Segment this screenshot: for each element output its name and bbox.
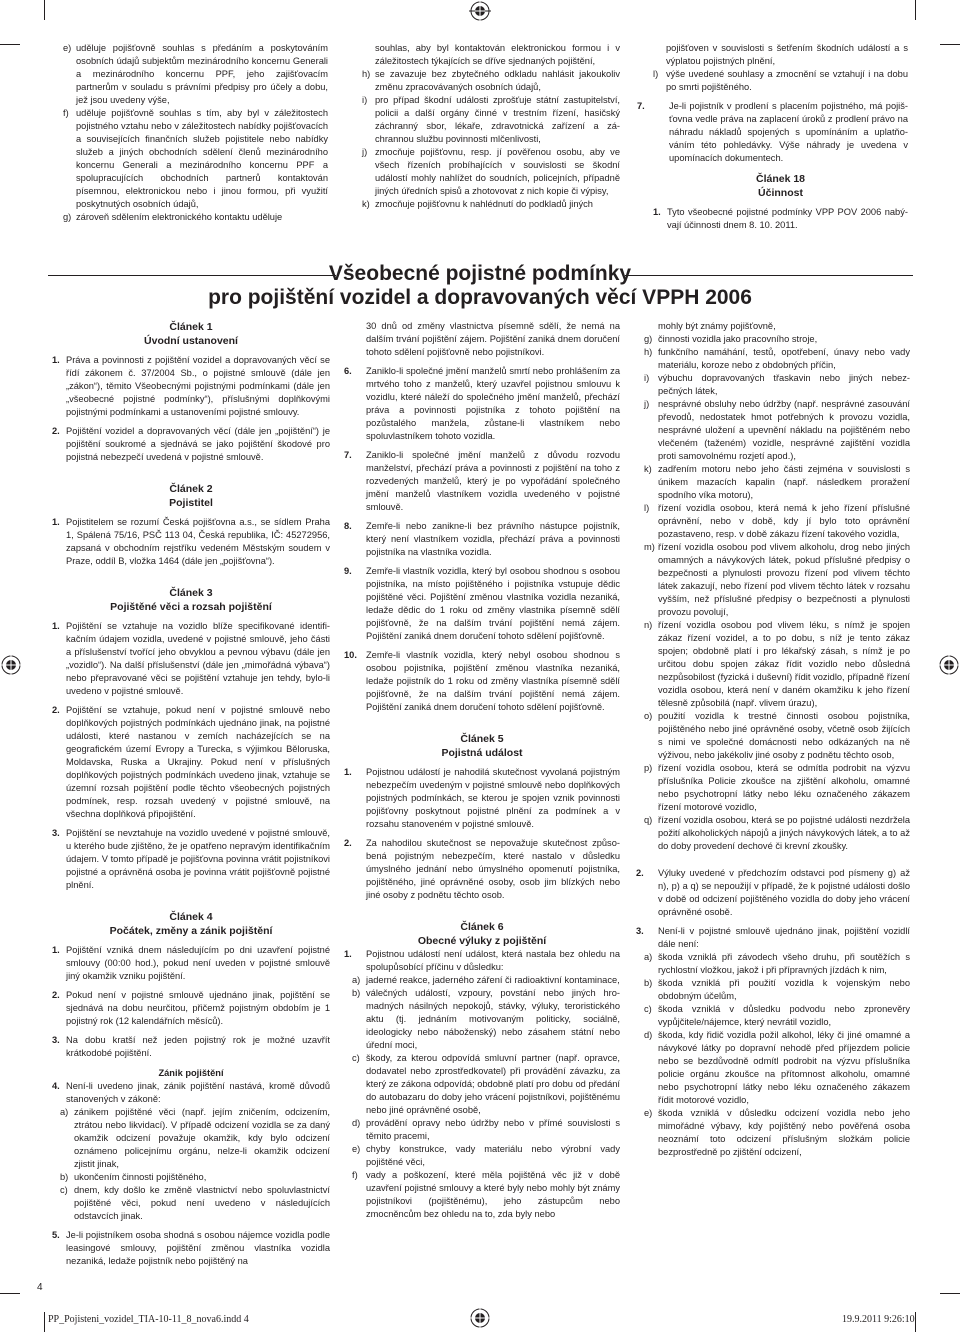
list-item bbox=[52, 827, 330, 892]
crop-mark bbox=[0, 44, 20, 45]
item-text: válečných událostí, vzpoury, povstání nebo jiných hromadných násilných nepokojů, stávky, výluky, teroristického aktu (tj. jednáním motivovaným politicky, sociálně, ideologicky nebo náboženský) nebo zásahem státní nebo úřední moci, bbox=[366, 988, 620, 1050]
item-label: 1. bbox=[344, 767, 352, 777]
item-number: 7. bbox=[637, 101, 645, 111]
crop-mark bbox=[940, 44, 960, 45]
item-text: škoda, kdy řidič vozidla požil alkohol, léky či jiné omamné a návykové látky po dopravní nehodě před příjezdem policie nebo se bezdůvodně odmítl podrobit na výzvu příslušníka policie orgánu zkoušce na přítomnost alkoholu, omamné nebo psychotropní látky nebo léku označeného zákazem řídit motorové vozidlo, bbox=[658, 1030, 910, 1105]
article-3-subheading: Pojištěné věci a rozsah pojištění bbox=[110, 601, 272, 613]
list-item bbox=[344, 449, 620, 514]
crop-mark bbox=[44, 1312, 45, 1332]
item-label: c) bbox=[60, 1185, 68, 1195]
article-5-heading: Článek 5 bbox=[460, 733, 504, 745]
sub-item bbox=[636, 762, 910, 814]
item-text: Pojištění vzniká dnem následujícím po dni uzavření pojistné smlouvy (00:00 hod.), pokud není uveden v pojistné smlouvě jiný okamžik vzniku pojištění. bbox=[66, 945, 330, 981]
item-label: a) bbox=[644, 952, 653, 962]
article-2-list bbox=[52, 516, 330, 568]
item-text: Zemře-li vlastník vozidla, který nebyl osobou shodnou s osobou pojistníka, pojištění změnou vlastníka nezaniká, ledaže pojistník do 1 roku od změny vlastníka písemně sdělí pojišťovně, že na dalším trvání pojištění nemá zájem. Pojištění zaniká dnem doručení tohoto sdělení pojišťovně. bbox=[366, 650, 620, 712]
list-item bbox=[636, 867, 910, 919]
sub-item bbox=[636, 398, 910, 463]
list-item bbox=[52, 944, 330, 983]
item-text: Pokud není v pojistné smlouvě ujednáno jinak, pojištění se sjednává na dobu neurčitou, přičemž pojistným obdobím je 1 pojistný rok (12 kalendářních měsíců). bbox=[66, 990, 330, 1026]
item-label: 1. bbox=[653, 207, 661, 217]
list-item bbox=[636, 925, 910, 951]
item-label: f) bbox=[63, 108, 69, 118]
registration-mark-left bbox=[0, 654, 22, 676]
item-label: j) bbox=[644, 399, 650, 409]
col2-list bbox=[344, 365, 620, 714]
list-item bbox=[653, 206, 908, 232]
item-text: škody, za kterou odpovídá smluvní partner (např. opravce, dodavatel nebo zprostředkovatel) při provádění závazku, za který ze zákona odpovídá; obdobně platí pro dobu od předání do autobazaru do doby jeho vrácení pojistníkovi, pojištěnému nebo jiné oprávněné osobě, bbox=[366, 1053, 620, 1115]
article-4-heading: Článek 4 bbox=[169, 911, 213, 923]
item-text: zmocňuje pojišťovnu, resp. jí pověřenou osobu, aby ve všech řízeních probíhajících v souvislosti se škodní událostí mohly nahlížet do soudních, policejních, případně jiných úředních spisů a zhotovovat z nich kopie či výpisy, bbox=[375, 147, 620, 196]
sub-item bbox=[636, 346, 910, 372]
top-column-2 bbox=[362, 42, 620, 211]
sub-item bbox=[636, 977, 910, 1003]
list-item bbox=[52, 704, 330, 821]
list-item bbox=[52, 354, 330, 419]
list-item bbox=[344, 365, 620, 443]
sub-item bbox=[344, 1052, 620, 1117]
page-title-line2: pro pojištění vozidel a dopravovaných věcí VPPH 2006 bbox=[208, 286, 752, 309]
item-label: 7. bbox=[344, 450, 352, 460]
item-text: škoda vzniklá v důsledku odcizení vozidla nebo jeho mimořádné výbavy, kdy pojištěný nebo pověřená osoba neoznámí toto odcizení příslušným složkám policie bezprostředně po zjištění odcizení, bbox=[658, 1108, 910, 1157]
item-label: 2. bbox=[52, 426, 60, 436]
sub-item bbox=[344, 1117, 620, 1143]
item-label: q) bbox=[644, 815, 653, 825]
col2-intro: 30 dnů od změny vlastnictva písemně sdělí, že nemá na dalším trvání pojištění zájem. Pojištění zaniká dnem doručení tohoto sdělení pojišťovně nebo pojistníkovi. bbox=[366, 321, 620, 357]
sub-item bbox=[636, 1107, 910, 1159]
page-title-line1: Všeobecné pojistné podmínky bbox=[328, 262, 632, 285]
top-col1-list bbox=[63, 42, 328, 224]
article-2-heading: Článek 2 bbox=[169, 483, 213, 495]
col3-list bbox=[636, 867, 910, 1159]
clanek-18-list bbox=[653, 206, 908, 232]
list-item bbox=[362, 68, 620, 94]
item-label: 2. bbox=[636, 868, 644, 878]
item-label: i) bbox=[644, 373, 650, 383]
item-text: řízení vozidla osobou, která nemá k jeho řízení příslušné oprávnění, nebo v době, kdy jí bylo toto oprávnění pozastaveno, resp. v době zákazu řízení takového vozidla, bbox=[658, 503, 910, 539]
item-text: zmocňuje pojišťovnu k nahlédnutí do podkladů jiných bbox=[375, 199, 593, 209]
item-label: f) bbox=[352, 1170, 358, 1180]
registration-mark-bottom bbox=[469, 1307, 491, 1329]
item-text: Pojištění se vztahuje na vozidlo blíže specifikované identifikačním údajem vozidla, uvedené v pojistné smlouvě, jeho části a příslušenství tvořící jeho obvyklou a pevnou výbavu (dále jen „vozidlo“). Na další příslušenství (dále jen „mimořádná výbava“) nebo přepravované věci se pojištění vztahuje jen tehdy, bylo-li uvedeno v pojistné smlouvě. bbox=[66, 621, 330, 696]
item-label: c) bbox=[352, 1053, 360, 1063]
article-6-subheading: Obecné výluky z pojištění bbox=[417, 935, 547, 947]
item-label: k) bbox=[644, 464, 652, 474]
sub-item bbox=[636, 541, 910, 619]
article-6-subitems bbox=[344, 974, 620, 1221]
list-item bbox=[344, 837, 620, 902]
item-text: Zemře-li vlastník vozidla, který byl osobou shodnou s osobou pojistníka, na místo pojištěného i pojistníka vstupuje dědic pojištěné věci. Pojištění změnou vlastníka vozidla nezaniká, ledaže dědic do 1 roku od změny vlastnika písemně sdělí pojišťovně, že na dalším trvání pojištění nemá zájem. Pojištění zaniká dnem doručení tohoto sdělení pojišťovně. bbox=[366, 566, 620, 641]
item-text: škoda vzniklá při použití vozidla k vojenským nebo obdobným účelům, bbox=[658, 978, 910, 1001]
item-number: 5. bbox=[52, 1230, 60, 1240]
item-text: činnosti vozidla jako pracovního stroje, bbox=[658, 334, 818, 344]
item-label: 3. bbox=[52, 828, 60, 838]
list-item bbox=[653, 68, 908, 94]
sub-item bbox=[636, 1029, 910, 1107]
item-label: a) bbox=[352, 975, 361, 985]
list-item bbox=[362, 198, 620, 211]
item-text: Pojištění vozidel a dopravovaných věcí (dále jen „pojištění“) je pojištění soukromé a sjednává se jako pojištění škodové pro pojistná nebezpečí uvedená v pojistné smlouvě. bbox=[66, 426, 330, 462]
article-1-subheading: Úvodní ustanovení bbox=[144, 335, 238, 347]
item-text: Na dobu kratší než jeden pojistný rok je možné uzavřít krátkodobé pojištění. bbox=[66, 1035, 330, 1058]
item-text: nesprávné obsluhy nebo údržby (např. nesprávné zasouvání převodů, nedostatek hmot potřebných k provozu vozidla, nesprávné uložení a upevnění nákladu na pojištěném nebo vlečeném (taženém) vozidle, nesprávné zajištění vozidla proti samovolnému rozjetí apod.), bbox=[658, 399, 910, 461]
top-col3-item-7 bbox=[637, 100, 908, 165]
item-label: o) bbox=[644, 711, 653, 721]
item-text: škoda vzniklá v důsledku podvodu nebo zpronevěry vypůjčitele/nájemce, který nevrátil vozidlo, bbox=[658, 1004, 910, 1027]
item-number: 4. bbox=[52, 1081, 60, 1091]
item-label: 3. bbox=[52, 1035, 60, 1045]
item-label: 8. bbox=[344, 521, 352, 531]
item-text: Zaniklo-li společné jmění manželů z důvodu rozvodu manželství, přechází práva a povinnosti z pojištění na toho z rozvedených manželů, který je po vypořádání společného jmění manželů vlastníkem vozidla uvedeného v pojistné smlouvě. bbox=[366, 450, 620, 512]
crop-mark bbox=[44, 0, 45, 20]
article-1-heading: Článek 1 bbox=[169, 321, 213, 333]
item-label: e) bbox=[63, 43, 72, 53]
item-label: 6. bbox=[344, 366, 352, 376]
item-text: zánikem pojištěné věci (např. jejím zničením, odcizením, ztrátou nebo likvidací). V případě odcizení vozidla se za daný okamžik odcizení považuje okamžik, kdy bylo odcizení oznámeno policejnímu orgánu, nelze-li okamžik odcizení zjistit jinak, bbox=[74, 1107, 330, 1169]
item-text: výbuchu dopravovaných třaskavin nebo jiných nebezpečných látek, bbox=[658, 373, 910, 396]
crop-mark bbox=[915, 1312, 916, 1332]
list-item bbox=[344, 649, 620, 714]
article-4-list bbox=[52, 944, 330, 1060]
sub-item bbox=[52, 1184, 330, 1223]
item-text: Za nahodilou skutečnost se nepovažuje skutečnost způsobená pojistným nebezpečím, které nastalo v důsledku úmyslného jednání nebo úmyslného opomenutí pojistníka, pojištěného, jiné oprávněné osoby, osob jim blízkých nebo jiné osoby z podnětu těchto osob. bbox=[366, 838, 620, 900]
item-label: e) bbox=[644, 1108, 653, 1118]
footer-timestamp: 19.9.2011 9:26:10 bbox=[842, 1314, 915, 1325]
item-label: a) bbox=[60, 1107, 69, 1117]
col3-subitems bbox=[636, 333, 910, 853]
list-item bbox=[344, 766, 620, 831]
list-item bbox=[52, 425, 330, 464]
item-text: zároveň sdělením elektronického kontaktu uděluje bbox=[76, 212, 283, 222]
item-label: l) bbox=[653, 69, 659, 79]
item-text: zadřením motoru nebo jeho části zejména v souvislosti s únikem mazacích kapalin (např. následkem proražení spodního víka motoru), bbox=[658, 464, 910, 500]
item-text: uděluje pojišťovně souhlas s předáním a poskytováním osobních údajů subjektům mezinárodního koncernu Generali a mezinárodního koncernu PPF, jeho zajišťovacím partnerům v souladu s právními předpisy pro účely a dobu, jež jsou uvedeny výše, bbox=[76, 43, 328, 105]
clanek-18-heading: Článek 18 bbox=[755, 173, 806, 185]
item-text: použití vozidla k trestné činnosti osobou pojistníka, pojištěného nebo jiné oprávněné osoby, včetně osob žijících s nimi ve společné domácnosti nebo odkázaných na ně výživou, nebo jakékoliv jiné osoby z podnětu těchto osob, bbox=[658, 711, 910, 760]
item-text: výše uvedené souhlasy a zmocnění se vztahují i na dobu po smrti pojištěného. bbox=[666, 69, 908, 92]
sub-item bbox=[636, 502, 910, 541]
item-label: 2. bbox=[344, 838, 352, 848]
item-label: c) bbox=[644, 1004, 652, 1014]
top-column-3 bbox=[637, 42, 908, 232]
item-label: g) bbox=[63, 212, 72, 222]
article-3-heading: Článek 3 bbox=[169, 587, 213, 599]
crop-mark bbox=[940, 1293, 960, 1294]
list-item bbox=[63, 107, 328, 211]
item-text: provádění opravy nebo údržby nebo v přímé souvislosti s těmito pracemi, bbox=[366, 1118, 620, 1141]
item-label: p) bbox=[644, 763, 653, 773]
item-label: b) bbox=[644, 978, 653, 988]
item-text: jaderné reakce, jaderného záření či radioaktivní kontaminace, bbox=[366, 975, 620, 985]
item-label: 1. bbox=[52, 517, 60, 527]
sub-item bbox=[344, 987, 620, 1052]
article-4-item-4 bbox=[52, 1080, 330, 1106]
article-4-item-5 bbox=[52, 1229, 330, 1268]
list-item bbox=[362, 146, 620, 198]
main-column-1 bbox=[52, 320, 330, 1268]
crop-mark bbox=[0, 1293, 20, 1294]
item-text: řízení vozidla osobou, která se odmítla podrobit na výzvu příslušníka Policie zkoušce na zjištění alkoholu, omamné nebo psychotropní látky nebo léku označeného zákazem řízení motorové vozidlo, bbox=[658, 763, 910, 812]
sub-item bbox=[636, 333, 910, 346]
list-item bbox=[63, 42, 328, 107]
item-text: Je-li pojistníkem osoba shodná s osobou nájemce vozidla podle leasingové smlouvy, pojištění změnou vlastníka vozidla nezaniká, ledaže pojistník nebo pojištěný na bbox=[66, 1230, 330, 1266]
main-column-3 bbox=[636, 320, 910, 1159]
item-label: 3. bbox=[636, 926, 644, 936]
item-text: Není-li v pojistné smlouvě ujednáno jinak, pojištění vozidlí dále není: bbox=[658, 926, 910, 949]
item-text: chyby konstrukce, vady materiálu nebo výrobní vady pojištěné věci, bbox=[366, 1144, 620, 1167]
article-4-subheading: Počátek, změny a zánik pojištění bbox=[109, 925, 273, 937]
item-label: 2. bbox=[52, 705, 60, 715]
registration-mark-right bbox=[938, 654, 960, 676]
article-4-item-4-subitems bbox=[52, 1106, 330, 1223]
item-text: ukončením činnosti pojištěného, bbox=[74, 1172, 207, 1182]
item-text: dnem, kdy došlo ke změně vlastnictví nebo spoluvlastnictví pojištěné věci, pokud není uvedeno v následujících odstavcích jinak. bbox=[74, 1185, 330, 1221]
item-text: Pojištění se vztahuje, pokud není v pojistné smlouvě nebo doplňkových pojistných podmínkách ujednáno jinak, na pojistné události, které nastanou v zemích nacházejících se na geografickém území Evropy a Turecka, s výjimkou Běloruska, Moldavska, Ruska a Ukrajiny. Pokud není v příslušných doplňkových pojistných podmínkách uvedeno jinak, vztahuje se územní rozsah pojištění podle těchto všeobecných pojistných podmínek, resp. rozsah uvedený v pojistné smlouvě, na všechna doplňková připojištění. bbox=[66, 705, 330, 819]
zanik-subheading: Zánik pojištění bbox=[158, 1068, 224, 1078]
list-item bbox=[344, 565, 620, 643]
article-3-list bbox=[52, 620, 330, 892]
sub-item bbox=[344, 974, 620, 987]
article-1-list bbox=[52, 354, 330, 464]
item-text: funkčního namáhání, testů, opotřebení, únavy nebo vady materiálu, koroze nebo z obdobných příčin, bbox=[658, 347, 910, 370]
item-number: 1. bbox=[344, 949, 352, 959]
list-item bbox=[362, 94, 620, 146]
sub-item bbox=[344, 1143, 620, 1169]
sub-item bbox=[52, 1106, 330, 1171]
item-text: Je-li pojistník v prodlení s placením pojistného, má pojišťovna vedle práva na zaplacení úroků z prodlení právo na náhradu nákladů spojených s upomínáním a uplatňováním této pohledávky. Výše náhrady je uvedena v upomínacích dokumentech. bbox=[669, 101, 908, 163]
item-label: 1. bbox=[52, 945, 60, 955]
top-column-1 bbox=[63, 42, 328, 224]
item-text: Není-li uvedeno jinak, zánik pojištění nastává, kromě důvodů stanovených v zákoně: bbox=[66, 1081, 330, 1104]
item-text: uděluje pojišťovně souhlas s tím, aby byl v záležitostech pojistného vztahu nebo v záležitostech nabídky pojišťovacích a souvisejících finančních služeb pojistitele nebo nabídky služeb a jiných obchodních sdělení členů mezinárodního koncernu Generali a mezinárodního koncernu PPF a spolupracujících obchodních partnerů kontaktován písemnou, elektronickou nebo i jinou formou, při využití poskytnutých osobních údajů, bbox=[76, 108, 328, 209]
item-label: h) bbox=[644, 347, 653, 357]
item-text: Zaniklo-li společné jmění manželů smrtí nebo prohlášením za mrtvého toho z manželů, který uzavřel pojistnou smlouvu k vozidlu, které náleží do společného jmění manželů, přechází práva a povinnosti pojistníka z tohoto pojištění na pozůstalého manžela, zůstane-li vlastníkem nebo spoluvlastníkem tohoto vozidla. bbox=[366, 366, 620, 441]
footer-file: PP_Pojisteni_vozidel_TIA-10-11_8_nova6.indd 4 bbox=[48, 1314, 249, 1325]
item-label: d) bbox=[352, 1118, 361, 1128]
list-item bbox=[63, 211, 328, 224]
item-text: Zemře-li nebo zanikne-li bez právního nástupce pojistník, který není vlastníkem vozidla, přechází práva a povinnosti pojistníka na vlastníka vozidla. bbox=[366, 521, 620, 557]
sub-item bbox=[636, 463, 910, 502]
item-text: pro případ škodní události zprošťuje státní zastupitelství, policii a další orgány činné v trestním řízení, hasičský záchranný sbor, lékaře, zdravotnická zařízení a záchrannou službu povinnosti mlčenlivosti, bbox=[375, 95, 620, 144]
list-item bbox=[52, 516, 330, 568]
col3-intro: mohly být známy pojišťovně, bbox=[658, 321, 776, 331]
item-label: d) bbox=[644, 1030, 653, 1040]
clanek-18-subheading: Účinnost bbox=[758, 187, 803, 199]
sub-item bbox=[636, 951, 910, 977]
item-label: 1. bbox=[52, 621, 60, 631]
top-col2-intro: souhlas, aby byl kontaktován elektronickou formou i v záležitostech týkajících se dříve sjednaných pojištění, bbox=[375, 43, 620, 66]
item-text: Pojištění se nevztahuje na vozidlo uvedené v pojistné smlouvě, u kterého bude zjištěno, že je opatřeno nepravým identifikačním údajem. V tomto případě je pojišťovna povinna vrátit pojistníkovi pojistné a oprávněná osoba je povinna vrátit pojišťovně pojistné plnění. bbox=[66, 828, 330, 890]
item-label: h) bbox=[362, 69, 371, 79]
item-label: e) bbox=[352, 1144, 361, 1154]
item-text: Pojistnou událostí není událost, která nastala bez ohledu na spolupůsobící příčinu v důsledku: bbox=[366, 949, 620, 972]
item-text: Práva a povinnosti z pojištění vozidel a dopravovaných věcí se řídí zákonem č. 37/2004 Sb., o pojistné smlouvě (dále jen „zákon“), těmito Všeobecnými pojistnými podmínkami (dále jen „všeobecné pojistné podmínky“), příslušnými doplňkovými pojistnými podmínkami a ustanoveními pojistné smlouvy. bbox=[66, 355, 330, 417]
item-text: Výluky uvedené v předchozím odstavci pod písmeny g) až n), p) a q) se nepoužijí v případě, že k pojistné události došlo v době od odcizení pojištěného vozidla do doby jeho vrácení oprávněné osobě. bbox=[658, 868, 910, 917]
item-label: j) bbox=[362, 147, 368, 157]
top-col3-list bbox=[653, 68, 908, 94]
item-text: řízení vozidla osobou pod vlivem alkoholu, drog nebo jiných omamných a návykových látek, pokud příslušné předpisy o bezpečnosti a plynulosti provozu řízení pod vlivem těchto látek zakazují, nebo řízení pod vlivem těchto látek v rozsahu vyšším, než příslušné předpisy o bezpečnosti a plynulosti provozu povolují, bbox=[658, 542, 910, 617]
item-text: Tyto všeobecné pojistné podmínky VPP POV 2006 nabývají účinnosti dnem 8. 10. 2011. bbox=[667, 207, 908, 230]
sub-item bbox=[52, 1171, 330, 1184]
sub-item bbox=[344, 1169, 620, 1221]
article-2-subheading: Pojistitel bbox=[169, 497, 213, 509]
item-label: 10. bbox=[344, 650, 357, 660]
article-6-heading: Článek 6 bbox=[460, 921, 504, 933]
item-label: l) bbox=[644, 503, 650, 513]
list-item bbox=[52, 989, 330, 1028]
item-label: 9. bbox=[344, 566, 352, 576]
main-column-2 bbox=[344, 320, 620, 1221]
item-label: k) bbox=[362, 199, 370, 209]
sub-item bbox=[636, 814, 910, 853]
item-text: řízení vozidla osobou, která se po pojistné události nezdržela požití alkoholických nápojů a jiných návykových látek, a to až do doby provedení dechové či krevní zkoušky. bbox=[658, 815, 910, 851]
item-text: Pojistnou událostí je nahodilá skutečnost vyvolaná pojistným nebezpečím uvedeným v pojistné smlouvě nebo doplňkových pojistných podmínkách, se kterou je spojen vznik povinnosti pojišťovny poskytnout pojistné plnění za podmínek a v rozsahu stanoveném v pojistné smlouvě. bbox=[366, 767, 620, 829]
article-5-list bbox=[344, 766, 620, 902]
sub-item bbox=[636, 372, 910, 398]
item-text: se zavazuje bez zbytečného odkladu nahlásit jakoukoliv změnu zpracovávaných osobních údajů, bbox=[375, 69, 620, 92]
item-label: b) bbox=[352, 988, 361, 998]
article-6-item-1 bbox=[344, 948, 620, 974]
top-col2-list bbox=[362, 68, 620, 211]
item-text: vady a poškození, které měla pojištěná věc již v době uzavření pojistné smlouvy a které byly nebo mohly být známy pojistníkovi (pojištěnému), jeho zástupcům nebo zmocněncům bez ohledu na to, zda byly nebo bbox=[366, 1170, 620, 1219]
list-item bbox=[344, 520, 620, 559]
sub-item bbox=[636, 619, 910, 710]
sub-item bbox=[636, 710, 910, 762]
item-text: škoda vzniklá při závodech všeho druhu, při soutěžích s rychlostní vložkou, jakož i při přípravných jízdách k nim, bbox=[658, 952, 910, 975]
item-label: b) bbox=[60, 1172, 69, 1182]
item-label: i) bbox=[362, 95, 368, 105]
article-5-subheading: Pojistná událost bbox=[441, 747, 523, 759]
list-item bbox=[52, 620, 330, 698]
page-number: 4 bbox=[37, 1282, 43, 1293]
item-text: řízení vozidla osobou pod vlivem léku, s nímž je spojen zákaz řízení vozidel, a to po dobu, s níž je tento zákaz spojen; obdobně platí i pro lékařský zásah, s nímž je po určitou dobu spojen zákaz řídit vozidlo nebo důsledná nezpůsobilost (fyzická i duševní) řídit vozidlo, případně řízení vozidla osobou, která není v daném okamžiku k jeho řízení tělesně způsobilá (např. vlivem úrazu), bbox=[658, 620, 910, 708]
crop-mark bbox=[915, 0, 916, 20]
sub-item bbox=[636, 1003, 910, 1029]
top-col3-intro: pojišťoven v souvislosti s šetřením škodních událostí a s výplatou pojistných plnění, bbox=[666, 43, 908, 66]
list-item bbox=[52, 1034, 330, 1060]
item-label: 2. bbox=[52, 990, 60, 1000]
item-text: Pojistitelem se rozumí Česká pojišťovna a.s., se sídlem Praha 1, Spálená 75/16, PSČ 113 04, Česká republika, IČ: 45272956, zapsaná v obchodním rejstříku vedeném Městským soudem v Praze, oddíl B, vložka 1464 (dále jen „pojišťovna“). bbox=[66, 517, 330, 566]
item-label: 1. bbox=[52, 355, 60, 365]
item-label: n) bbox=[644, 620, 653, 630]
item-label: g) bbox=[644, 334, 653, 344]
registration-mark-top bbox=[469, 0, 491, 22]
item-label: m) bbox=[644, 542, 655, 552]
